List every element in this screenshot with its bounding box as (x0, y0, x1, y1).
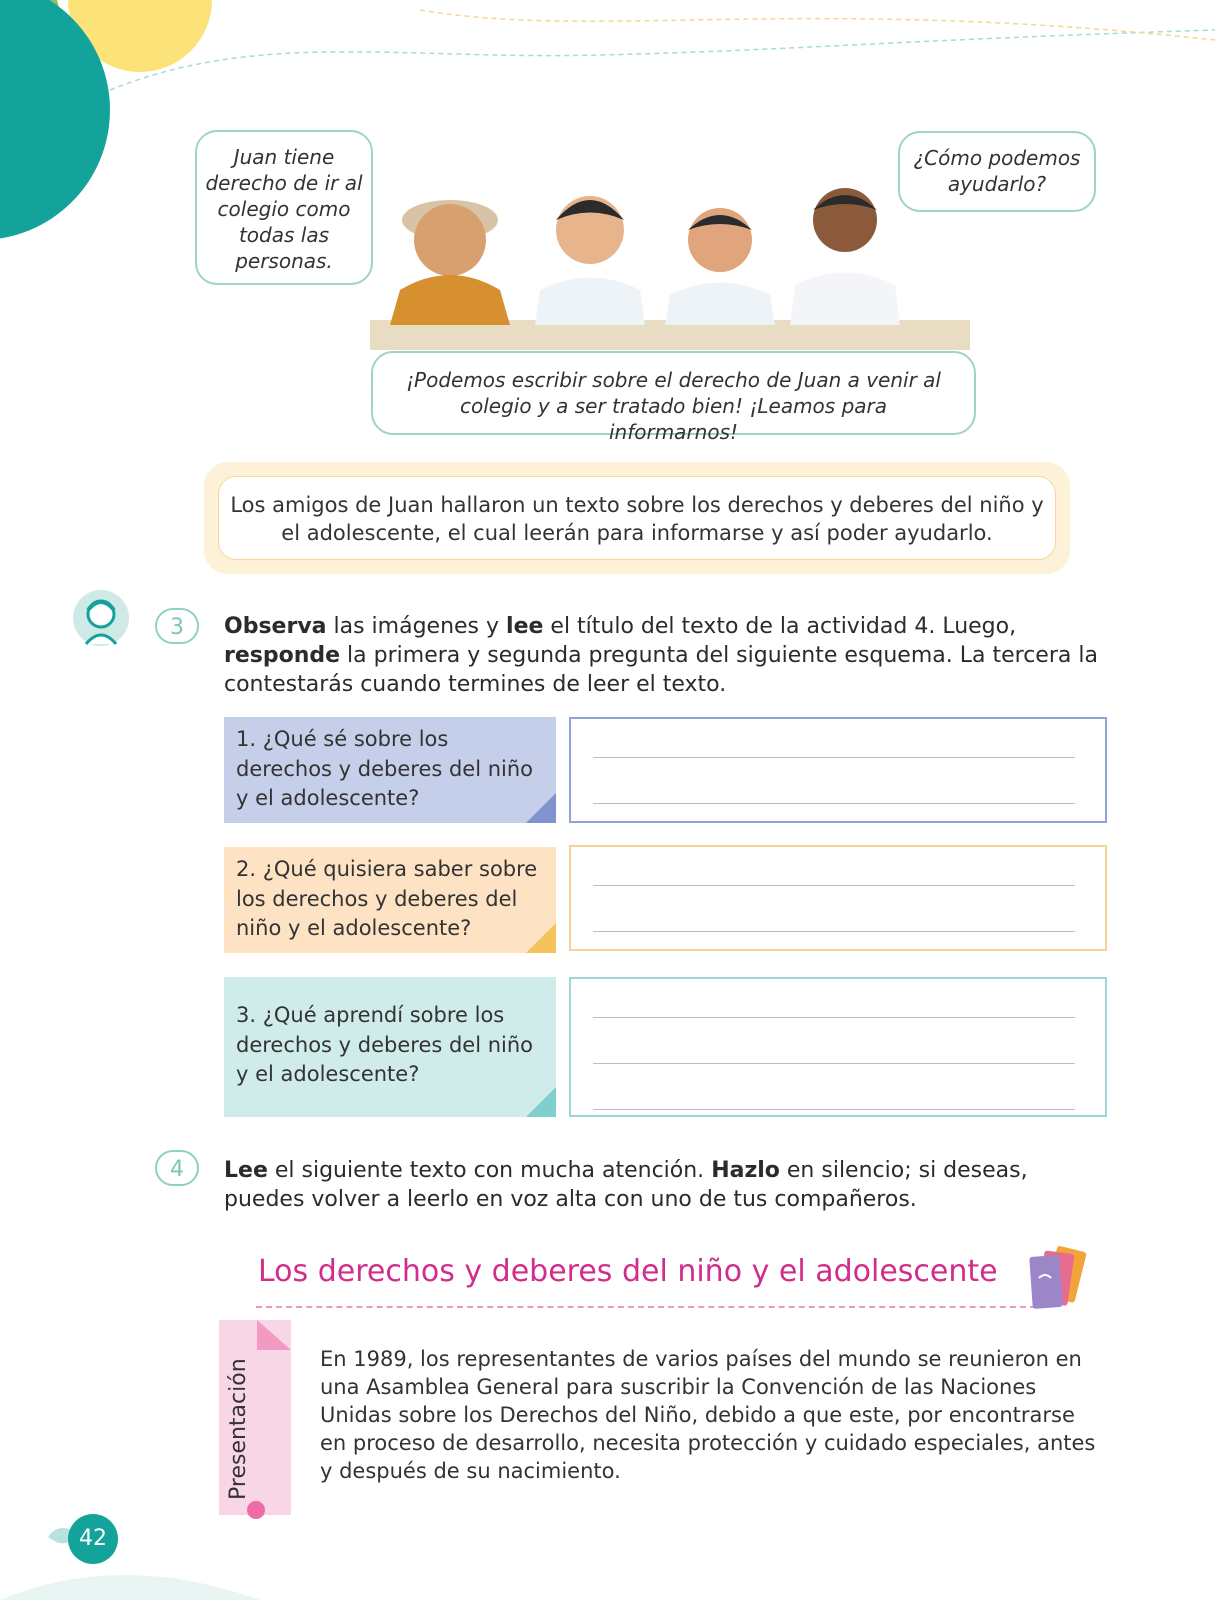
section-label: Presentación (226, 1358, 251, 1500)
question-card-1 (224, 717, 556, 823)
page-number: 42 (68, 1514, 118, 1564)
books-icon (1025, 1244, 1105, 1310)
question-card-2 (224, 847, 556, 953)
activity-4-instructions (224, 1156, 1114, 1214)
info-box (218, 476, 1056, 560)
speech-text-help: ¿Cómo podemos ayudarlo? (913, 146, 1081, 196)
activity-4-verb-hazlo: Hazlo (711, 1158, 780, 1183)
answer-line (593, 1109, 1075, 1110)
speech-text-juan: Juan tiene derecho de ir al colegio como todas las personas. (205, 145, 363, 273)
activity-3-text-3: la primera y segunda pregunta del siguiente esquema. La tercera la contestarás cuando termines de leer el texto. (224, 643, 1098, 697)
question-3-fold (526, 1087, 556, 1117)
speech-bubble-juan (195, 130, 373, 285)
activity-4-number (155, 1150, 199, 1186)
answer-line (593, 803, 1075, 804)
activity-3-verb-lee: lee (506, 614, 544, 639)
speech-bubble-write (371, 351, 976, 444)
info-box-text: Los amigos de Juan hallaron un texto sobre los derechos y deberes del niño y el adolescente, el cual leerán para informarse y así poder ayudarlo. (230, 493, 1044, 545)
answer-box-2[interactable] (569, 845, 1107, 951)
activity-4-number-text: 4 (170, 1157, 184, 1182)
answer-box-3[interactable] (569, 977, 1107, 1117)
activity-3-number (155, 608, 199, 644)
speech-bubble-help (898, 131, 1096, 212)
activity-4-text-2: en silencio; si deseas, puedes volver a leerlo en voz alta con uno de tus compañeros. (224, 1158, 1028, 1212)
answer-line (593, 757, 1075, 758)
question-2-text: 2. ¿Qué quisiera saber sobre los derechos y deberes del niño y el adolescente? (236, 857, 538, 940)
answer-line (593, 1017, 1075, 1018)
speech-text-write: ¡Podemos escribir sobre el derecho de Juan a venir al colegio y a ser tratado bien! ¡Leamos para informarnos! (406, 368, 941, 444)
question-2-fold (526, 923, 556, 953)
activity-4-verb-lee: Lee (224, 1158, 268, 1183)
student-icon (72, 588, 130, 648)
bottom-wave-decoration (0, 1560, 1215, 1600)
activity-3-verb-responde: responde (224, 643, 341, 668)
activity-3-verb-observa: Observa (224, 614, 327, 639)
answer-line (593, 931, 1075, 932)
activity-4-text-1: el siguiente texto con mucha atención. (267, 1158, 712, 1183)
activity-3-text-1: las imágenes y (326, 614, 507, 639)
answer-line (593, 885, 1075, 886)
answer-line (593, 1063, 1075, 1064)
question-3-text: 3. ¿Qué aprendí sobre los derechos y deberes del niño y el adolescente? (236, 1003, 534, 1086)
question-card-3 (224, 977, 556, 1117)
reading-title: Los derechos y deberes del niño y el adolescente (258, 1254, 998, 1289)
presentation-paragraph: En 1989, los representantes de varios países del mundo se reunieron en una Asamblea General para suscribir la Convención de las Naciones Unidas sobre los Derechos del Niño, debido a que este, por encontrarse en proceso de desarrollo, necesita protección y cuidado especiales, antes y después de su nacimiento. (320, 1347, 1096, 1483)
question-1-fold (526, 793, 556, 823)
activity-3-number-text: 3 (170, 615, 184, 640)
answer-box-1[interactable] (569, 717, 1107, 823)
title-divider (256, 1306, 1046, 1308)
activity-3-instructions (224, 612, 1114, 699)
tab-fold-icon (257, 1320, 291, 1350)
question-1-text: 1. ¿Qué sé sobre los derechos y deberes del niño y el adolescente? (236, 727, 534, 810)
activity-3-text-2: el título del texto de la actividad 4. Luego, (543, 614, 1017, 639)
bullet-dot-icon (246, 1500, 266, 1520)
